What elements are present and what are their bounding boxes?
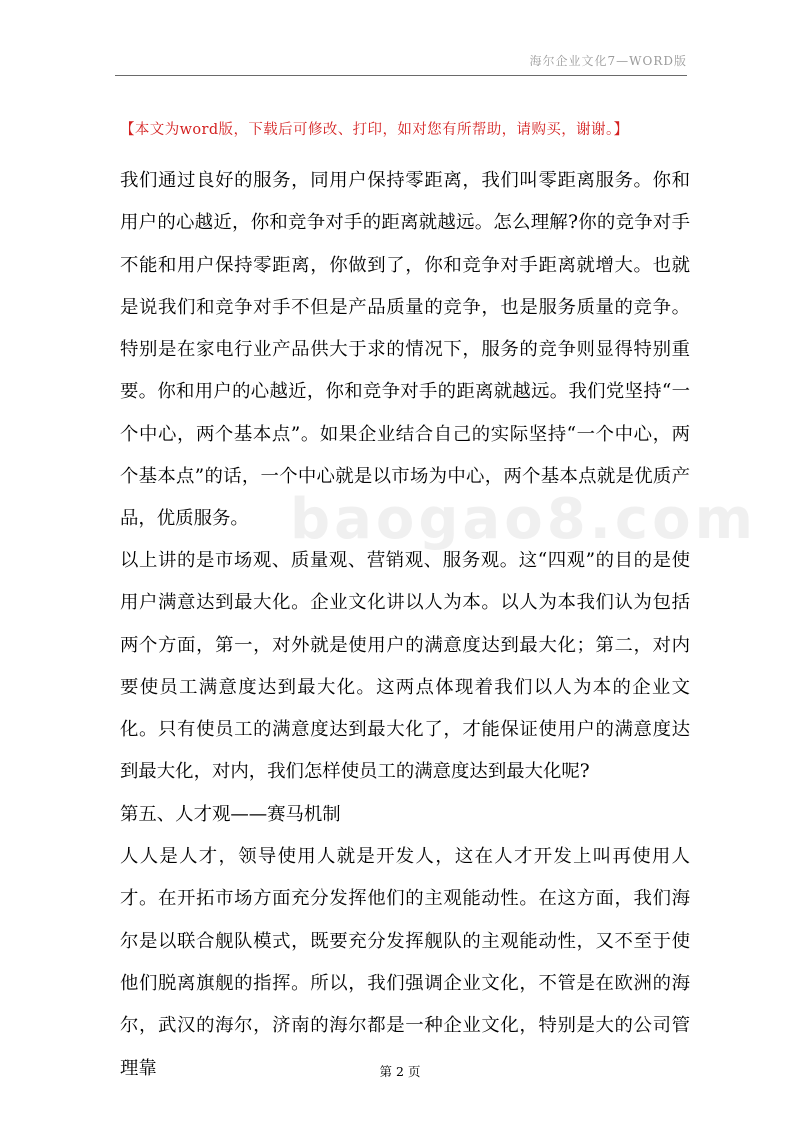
site-watermark: baogao8.com: [290, 487, 757, 552]
section-heading: 第五、人才观——赛马机制: [120, 803, 341, 825]
header-rule: [115, 75, 687, 76]
page-header: 海尔企业文化7—WORD版: [529, 54, 687, 68]
body-text: [120, 160, 690, 1090]
paragraph: 我们通过良好的服务，同用户保持零距离，我们叫零距离服务。你和用户的心越近，你和竞争对手的距离就越远。怎么理解?你的竞争对手不能和用户保持零距离，你做到了，你和竞争对手距离就增大。也就是说我们和竞争对手不但是产品质量的竞争，也是服务质量的竞争。特别是在家电行业产品供大于求的情况下，服务的竞争则显得特别重要。你和用户的心越近，你和竞争对手的距离就越远。我们党坚持“一个中心，两个基本点”。如果企业结合自己的实际坚持“一个中心，两个基本点”的话，一个中心就是以市场为中心，两个基本点就是优质产品，优质服务。: [120, 170, 690, 530]
purchase-notice: 【本文为word版，下载后可修改、打印，如对您有所帮助，请购买，谢谢。】: [120, 122, 629, 138]
paragraph: 以上讲的是市场观、质量观、营销观、服务观。这“四观”的目的是使用户满意达到最大化。企业文化讲以人为本。以人为本我们认为包括两个方面，第一，对外就是使用户的满意度达到最大化；第二，对内要使员工满意度达到最大化。这两点体现着我们以人为本的企业文化。只有使员工的满意度达到最大化了，才能保证使用户的满意度达到最大化，对内，我们怎样使员工的满意度达到最大化呢?: [120, 550, 690, 783]
paragraph: 人人是人才，领导使用人就是开发人，这在人才开发上叫再使用人才。在开拓市场方面充分发挥他们的主观能动性。在这方面，我们海尔是以联合舰队模式，既要充分发挥舰队的主观能动性，又不至于使他们脱离旗舰的指挥。所以，我们强调企业文化，不管是在欧洲的海尔，武汉的海尔，济南的海尔都是一种企业文化，特别是大的公司管理靠: [120, 846, 690, 1079]
page-number: 第 2 页: [379, 1064, 421, 1079]
